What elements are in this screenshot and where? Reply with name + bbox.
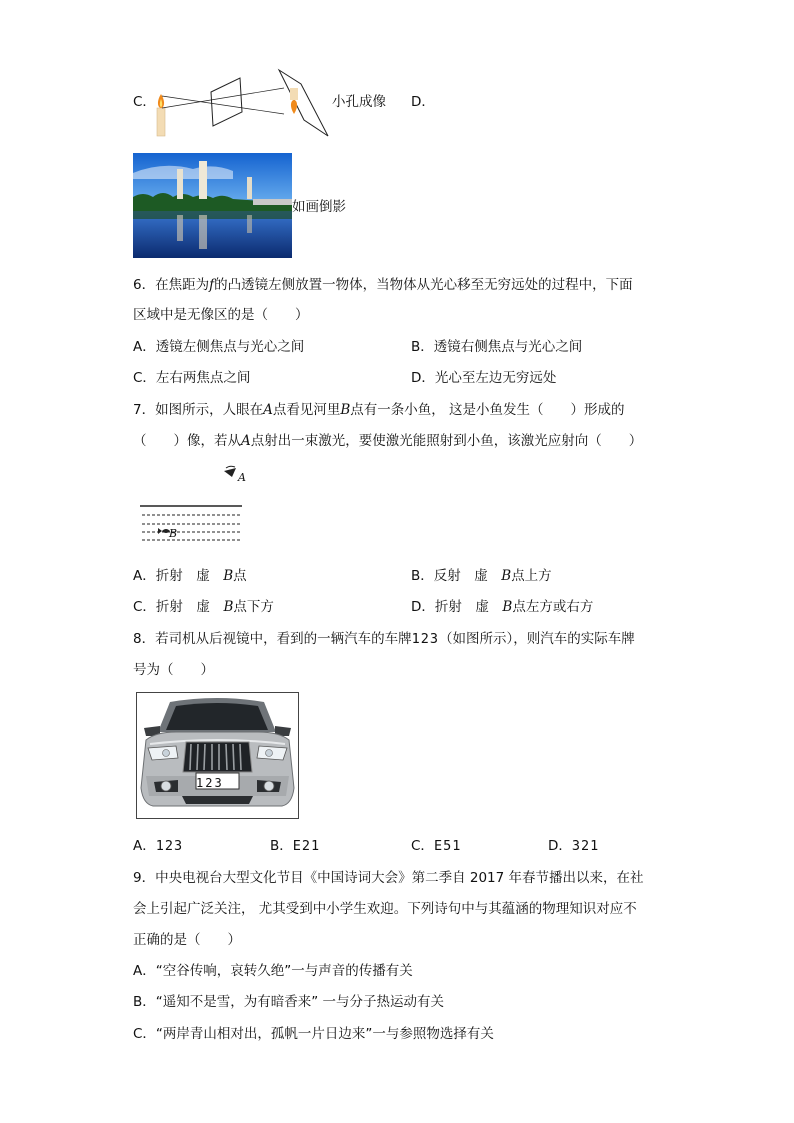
q9-option-a: A．“空谷传响，哀转久绝”一与声音的传播有关 — [133, 963, 413, 979]
q8-text: 8．若司机从后视镜中，看到的一辆汽车的车牌 — [133, 631, 412, 647]
q7-option-b — [411, 567, 552, 585]
car-plate-number: 123 — [196, 776, 224, 790]
q7-option-text: A．折射 虚 — [133, 568, 224, 584]
car-figure — [136, 692, 299, 819]
q9-option-c: C．“两岸青山相对出，孤帆一片日边来”一与参照物选择有关 — [133, 1026, 494, 1042]
q7-text: （ ）像，若从 — [133, 433, 241, 449]
q7-option-text: 点下方 — [233, 599, 274, 615]
q8-option-value: 321 — [571, 838, 600, 854]
q6-option-c: C．左右两焦点之间 — [133, 370, 251, 386]
q6-stem-line1 — [133, 276, 633, 294]
q8-plate-inline: 123 — [411, 631, 439, 647]
q7-text: 点射出一束激光，要使激光能照射到小鱼，该激光应射向（ ） — [250, 433, 643, 449]
q7-option-text: 点左方或右方 — [512, 599, 594, 615]
q7-point-b: B — [223, 568, 234, 584]
q7-point-a: A — [241, 433, 251, 449]
q8-option-c — [411, 837, 461, 855]
pinhole-figure — [150, 64, 336, 140]
q6-option-a: A．透镜左侧焦点与光心之间 — [133, 339, 305, 355]
q9-stem-line3: 正确的是（ ） — [133, 932, 241, 948]
q7-stem-line1 — [133, 401, 625, 419]
q8-text: （如图所示），则汽车的实际车牌 — [438, 631, 635, 647]
reflection-caption: 如画倒影 — [292, 199, 346, 215]
q8-stem-line1 — [133, 630, 635, 648]
q8-option-letter: D． — [548, 838, 572, 854]
q8-option-a — [133, 837, 183, 855]
q7-point-b: B — [502, 599, 513, 615]
q7-figure-label-a: A — [238, 471, 246, 484]
q7-text: 点有一条小鱼， 这是小鱼发生（ ）形成的 — [350, 402, 625, 418]
q7-option-text: 点上方 — [511, 568, 552, 584]
q9-stem-line2: 会上引起广泛关注， 尤其受到中小学生欢迎。下列诗句中与其蕴涵的物理知识对应不 — [133, 901, 637, 917]
q8-option-value: E21 — [292, 838, 321, 854]
q7-figure-label-b: B — [169, 527, 178, 540]
q7-option-text: B．反射 虚 — [411, 568, 502, 584]
q8-stem-line2: 号为（ ） — [133, 662, 214, 678]
q8-option-d — [548, 837, 599, 855]
q9-option-b: B．“遥知不是雪，为有暗香来” 一与分子热运动有关 — [133, 994, 445, 1010]
q6-focal-symbol: f — [209, 277, 215, 293]
q7-text: 点看见河里 — [272, 402, 341, 418]
q7-point-b: B — [501, 568, 512, 584]
q7-text: 7．如图所示，人眼在 — [133, 402, 264, 418]
q8-option-letter: C． — [411, 838, 434, 854]
q6-option-b: B．透镜右侧焦点与光心之间 — [411, 339, 583, 355]
q8-option-value: 123 — [155, 838, 184, 854]
q7-point-a: A — [263, 402, 273, 418]
q7-option-text: C．折射 虚 — [133, 599, 224, 615]
q7-point-b: B — [340, 402, 351, 418]
option-letter-c: C． — [133, 94, 156, 110]
q8-option-b — [270, 837, 320, 855]
pinhole-caption: 小孔成像 — [332, 94, 386, 110]
q7-option-d — [411, 598, 593, 616]
q7-option-text: D．折射 虚 — [411, 599, 503, 615]
q6-stem-line2: 区域中是无像区的是（ ） — [133, 307, 309, 323]
q7-stem-line2 — [133, 432, 642, 450]
q7-option-a — [133, 567, 247, 585]
q6-text: 的凸透镜左侧放置一物体，当物体从光心移至无穷远处的过程中，下面 — [214, 277, 633, 293]
q8-option-letter: A． — [133, 838, 156, 854]
q8-option-value: E51 — [433, 838, 462, 854]
q8-option-letter: B． — [270, 838, 293, 854]
q6-option-d: D．光心至左边无穷远处 — [411, 370, 557, 386]
reflection-photo — [133, 153, 292, 258]
q9-stem-line1: 9．中央电视台大型文化节目《中国诗词大会》第二季自 2017 年春节播出以来，在社 — [133, 870, 644, 886]
q7-eye-fish-figure — [138, 463, 250, 545]
q7-option-text: 点 — [233, 568, 247, 584]
q7-option-c — [133, 598, 274, 616]
q7-point-b: B — [223, 599, 234, 615]
option-letter-d: D． — [411, 94, 435, 110]
q6-text: 6．在焦距为 — [133, 277, 210, 293]
